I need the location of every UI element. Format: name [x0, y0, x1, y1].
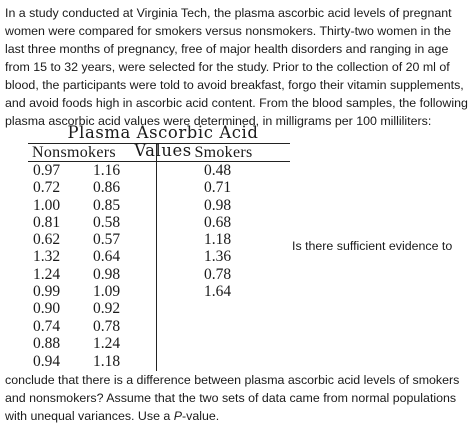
nonsmokers-value-col2: 0.64: [93, 248, 157, 265]
table-row: [28, 248, 290, 265]
nonsmokers-value-col2: 0.78: [93, 318, 157, 335]
data-table-container: [28, 124, 290, 371]
nonsmokers-value-col1: 0.99: [33, 283, 61, 301]
table-row: [28, 231, 290, 248]
smokers-value: 0.98: [203, 196, 232, 214]
nonsmokers-value-col1: 1.00: [33, 196, 61, 214]
header-nonsmokers: Nonsmokers: [28, 144, 157, 162]
p-value-symbol: P: [173, 409, 183, 423]
question-start-text: Is there sufficient evidence to: [292, 239, 453, 253]
closing-text-part1: conclude that there is a difference between plasma ascorbic acid levels of smokers and nonsmokers? Assume that the two sets of data came from normal populations with unequal variances. Use a: [5, 373, 460, 423]
nonsmokers-value-col2: 0.92: [93, 300, 157, 317]
smokers-value: [157, 300, 291, 317]
table-row: [28, 352, 290, 371]
table-row: [28, 335, 290, 352]
smokers-value: [157, 335, 291, 352]
table-row: [28, 318, 290, 335]
nonsmokers-value-col1: 0.74: [33, 317, 61, 335]
nonsmokers-value-col2: 1.24: [93, 335, 157, 352]
smokers-value: 0.48: [203, 162, 232, 179]
nonsmokers-value-col1: 0.81: [33, 213, 61, 231]
smokers-value: [157, 352, 291, 371]
smokers-value: 0.78: [203, 265, 232, 283]
table-body: [28, 162, 290, 372]
nonsmokers-value-col2: 0.57: [93, 231, 157, 248]
nonsmokers-value-col2: 0.86: [93, 179, 157, 196]
smokers-value: 1.36: [203, 248, 232, 266]
problem-intro-text: In a study conducted at Virginia Tech, the plasma ascorbic acid levels of pregnant women were compared for smokers versus nonsmokers. Thirty-two women in the last three months of pregnancy, free of major health disorders and ranging in age from 15 to 32 years, were selected for the study. Prior to the collection of 20 ml of blood, the participants were told to avoid breakfast, forgo their vitamin supplements, and avoid foods high in ascorbic acid content. From the blood samples, the following plasma ascorbic acid values were determined, in milligrams per 100 milliliters:: [5, 6, 468, 128]
nonsmokers-value-col1: 0.62: [33, 231, 61, 249]
nonsmokers-value-col1: 1.24: [33, 265, 61, 283]
nonsmokers-value-col1: 0.72: [33, 179, 61, 197]
nonsmokers-value-col2: 1.09: [93, 283, 157, 300]
smokers-value: 1.64: [203, 283, 232, 301]
nonsmokers-value-col2: 0.58: [93, 214, 157, 231]
table-title: Plasma Ascorbic Acid Values: [67, 123, 259, 160]
nonsmokers-value-col2: 1.18: [93, 352, 157, 371]
table-row: [28, 300, 290, 317]
nonsmokers-value-col2: 0.98: [93, 266, 157, 283]
closing-text-part2: -value.: [182, 409, 220, 423]
table-row: [28, 283, 290, 300]
smokers-value: 0.68: [203, 213, 232, 231]
nonsmokers-value-col1: 0.94: [33, 353, 61, 371]
table-row: [28, 266, 290, 283]
nonsmokers-value-col2: 1.16: [93, 162, 157, 180]
smokers-value: 0.71: [203, 179, 232, 197]
nonsmokers-value-col2: 0.85: [93, 197, 157, 214]
table-row: [28, 162, 290, 180]
nonsmokers-value-col1: 1.32: [33, 248, 61, 266]
nonsmokers-value-col1: 0.88: [33, 334, 61, 352]
smokers-value: [157, 318, 291, 335]
smokers-value: 1.18: [203, 231, 232, 249]
table-row: [28, 214, 290, 231]
nonsmokers-value-col1: 0.97: [33, 162, 61, 179]
table-row: [28, 179, 290, 196]
header-smokers: Smokers: [194, 144, 253, 161]
table-row: [28, 197, 290, 214]
ascorbic-acid-table: [28, 143, 290, 371]
question-closing-text: [5, 371, 471, 425]
nonsmokers-value-col1: 0.90: [33, 300, 61, 318]
